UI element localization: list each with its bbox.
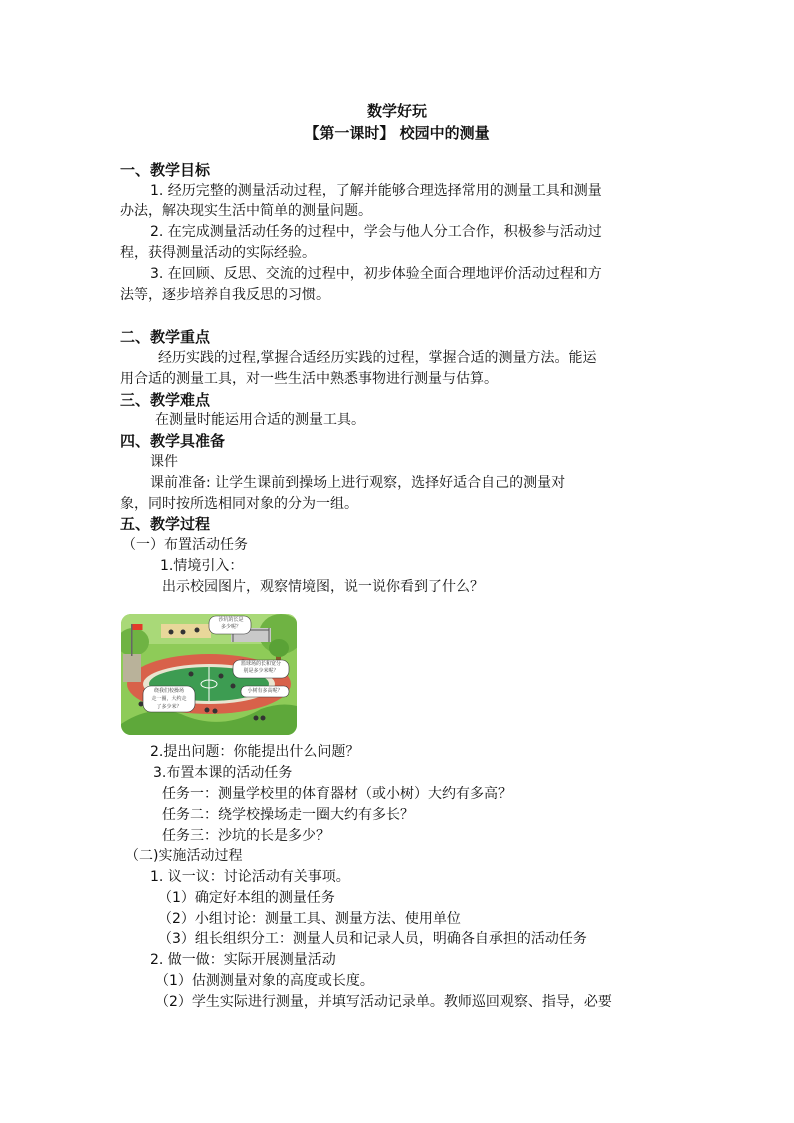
task-2: 任务二：绕学校操场走一圈大约有多长？ <box>162 807 414 823</box>
objective-2-line-1: 2. 在完成测量活动任务的过程中，学会与他人分工合作，积极参与活动过 <box>150 224 602 240</box>
activity-do: 2. 做一做：实际开展测量活动 <box>150 952 336 968</box>
intro-step: 1.情境引入： <box>160 558 244 574</box>
activity-do-1: （1）估测测量对象的高度或长度。 <box>155 973 374 989</box>
objective-1-line-2: 办法，解决现实生活中简单的测量问题。 <box>120 203 372 219</box>
question-step: 2.提出问题：你能提出什么问题？ <box>150 744 360 760</box>
heading-difficulties: 三、教学难点 <box>120 391 211 409</box>
materials-prep-line-2: 象，同时按所选相同对象的分为一组。 <box>120 496 358 512</box>
heading-key-points: 二、教学重点 <box>120 328 211 346</box>
bubble-court-line-2: 别是多少米呢？ <box>243 668 279 674</box>
activity-discuss-1: （1）确定好本组的测量任务 <box>158 890 335 906</box>
heading-objectives: 一、教学目标 <box>120 161 211 179</box>
bubble-track-line-1: 绕我们校操场 <box>153 688 184 694</box>
objective-3-line-1: 3. 在回顾、反思、交流的过程中，初步体验全面合理地评价活动过程和方 <box>150 266 602 282</box>
bubble-track-line-3: 了多少米？ <box>156 704 182 710</box>
bubble-court-line-1: 篮球场的长和宽分 <box>240 661 281 667</box>
intro-instruction: 出示校园图片，观察情境图，说一说你看到了什么？ <box>162 579 484 595</box>
bubble-sandpit-line-1: 沙坑的长是 <box>218 617 244 623</box>
objective-3-line-2: 法等，逐步培养自我反思的习惯。 <box>120 287 330 303</box>
heading-process: 五、教学过程 <box>120 515 211 533</box>
key-points-line-1: 经历实践的过程,掌握合适经历实践的过程，掌握合适的测量方法。能运 <box>158 350 597 366</box>
lesson-subtitle: 【第一课时】 校园中的测量 <box>304 124 490 142</box>
process-sub-2: （二)实施活动过程 <box>125 848 243 864</box>
bubble-tree: 小树有多高呢？ <box>247 688 283 694</box>
materials-prep-line-1: 课前准备: 让学生课前到操场上进行观察，选择好适合自己的测量对 <box>150 475 566 491</box>
bubble-sandpit-line-2: 多少呢？ <box>220 624 241 630</box>
activity-discuss-2: （2）小组讨论：测量工具、测量方法、使用单位 <box>158 911 461 927</box>
task-1: 任务一：测量学校里的体育器材（或小树）大约有多高？ <box>162 786 512 802</box>
document-title: 数学好玩 <box>366 102 427 120</box>
campus-illustration <box>121 614 297 735</box>
bubble-track-line-2: 走一圈，大约走 <box>151 696 187 702</box>
process-sub-1: （一）布置活动任务 <box>122 537 248 553</box>
difficulties-text: 在测量时能运用合适的测量工具。 <box>155 412 365 428</box>
activity-discuss-3: （3）组长组织分工：测量人员和记录人员，明确各自承担的活动任务 <box>158 931 587 947</box>
materials-courseware: 课件 <box>150 454 178 470</box>
objective-1-line-1: 1. 经历完整的测量活动过程，了解并能够合理选择常用的测量工具和测量 <box>150 183 602 199</box>
task-assign-step: 3.布置本课的活动任务 <box>153 765 293 781</box>
key-points-line-2: 用合适的测量工具，对一些生活中熟悉事物进行测量与估算。 <box>120 371 498 387</box>
objective-2-line-2: 程，获得测量活动的实际经验。 <box>120 245 316 261</box>
task-3: 任务三：沙坑的长是多少？ <box>162 828 330 844</box>
heading-materials: 四、教学具准备 <box>120 432 226 450</box>
activity-discuss: 1. 议一议：讨论活动有关事项。 <box>150 869 350 885</box>
activity-do-2: （2）学生实际进行测量，并填写活动记录单。教师巡回观察、指导，必要 <box>155 994 612 1010</box>
